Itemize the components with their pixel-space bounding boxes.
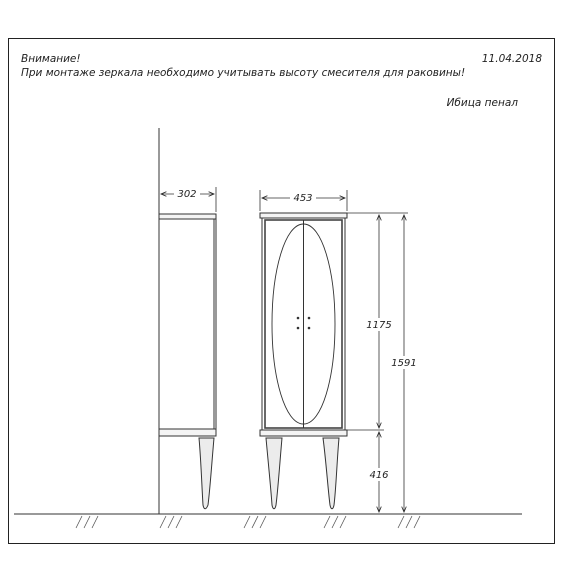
product-name: Ибица пенал [446,97,518,109]
floor [14,514,522,528]
side-view-cabinet [159,214,216,509]
leg-height-label: 416 [369,470,389,481]
notice-title: Внимание! [21,53,81,65]
depth-label: 302 [177,189,197,200]
total-height-label: 1591 [391,358,417,369]
front-view-cabinet [260,213,347,509]
notice-text: При монтаже зеркала необходимо учитывать высоту смесителя для раковины! [21,67,466,79]
drawing-date: 11.04.2018 [481,53,542,65]
body-height-label: 1175 [366,320,392,331]
width-label: 453 [293,193,313,204]
